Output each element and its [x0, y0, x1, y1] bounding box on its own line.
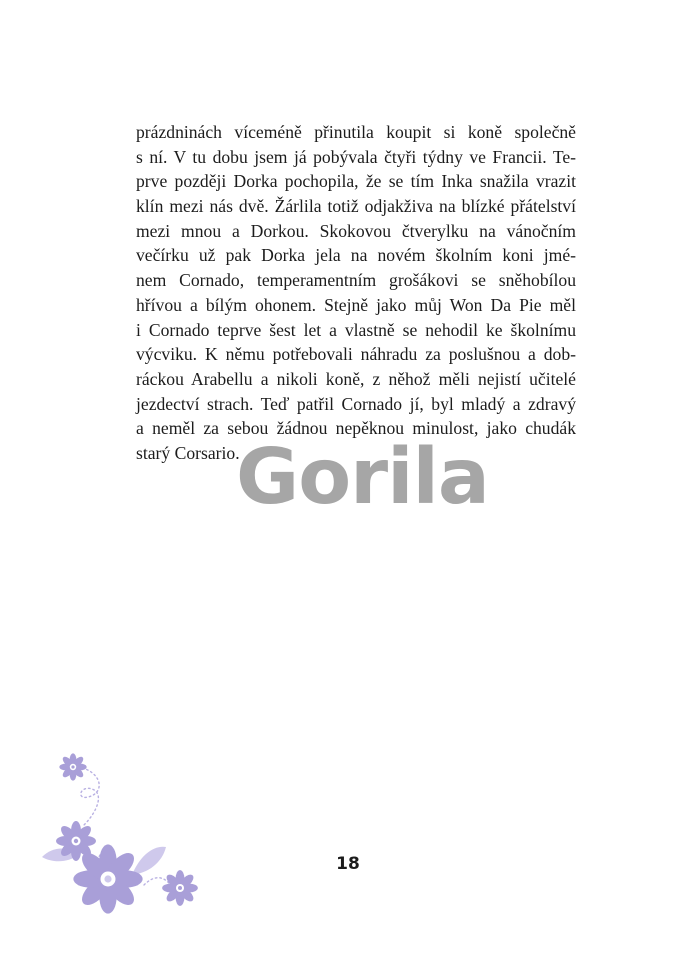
text-line: klín mezi nás dvě. Žárlila totiž odjakživa na blízké přátelství	[136, 196, 576, 217]
text-line: prázdninách víceméně přinutila koupit si koně společně	[136, 122, 576, 142]
flower-cluster-icon	[40, 745, 220, 925]
text-line: výcviku. K němu potřebovali náhradu za poslušnou a dob-	[136, 344, 576, 365]
text-line: ráckou Arabellu a nikoli koně, z něhož měli nejistí učitelé	[136, 368, 576, 389]
text-line: jezdectví strach. Teď patřil Cornado jí, byl mladý a zdravý	[136, 393, 576, 414]
page-number: 18	[336, 854, 360, 874]
text-line: hřívou a bílým ohonem. Stejně jako můj Won Da Pie měl	[136, 294, 576, 315]
watermark-logo: Gorila	[236, 433, 489, 522]
text-line: starý Corsario.	[136, 442, 240, 463]
text-line: prve později Dorka pochopila, že se tím Inka snažila vrazit	[136, 171, 576, 192]
text-line: s ní. V tu dobu jsem já pobývala čtyři týdny ve Francii. Te-	[136, 146, 576, 167]
text-line: i Cornado teprve šest let a vlastně se nehodil ke školnímu	[136, 319, 576, 340]
text-line: večírku už pak Dorka jela na novém školním koni jmé-	[136, 245, 576, 266]
text-line: nem Cornado, temperamentním grošákovi se sněhobílou	[136, 270, 576, 291]
body-text	[136, 120, 576, 466]
text-line: mezi mnou a Dorkou. Skokovou čtverylku na vánočním	[136, 220, 576, 241]
text-line: a neměl za sebou žádnou nepěknou minulost, jako chudák	[136, 418, 576, 439]
